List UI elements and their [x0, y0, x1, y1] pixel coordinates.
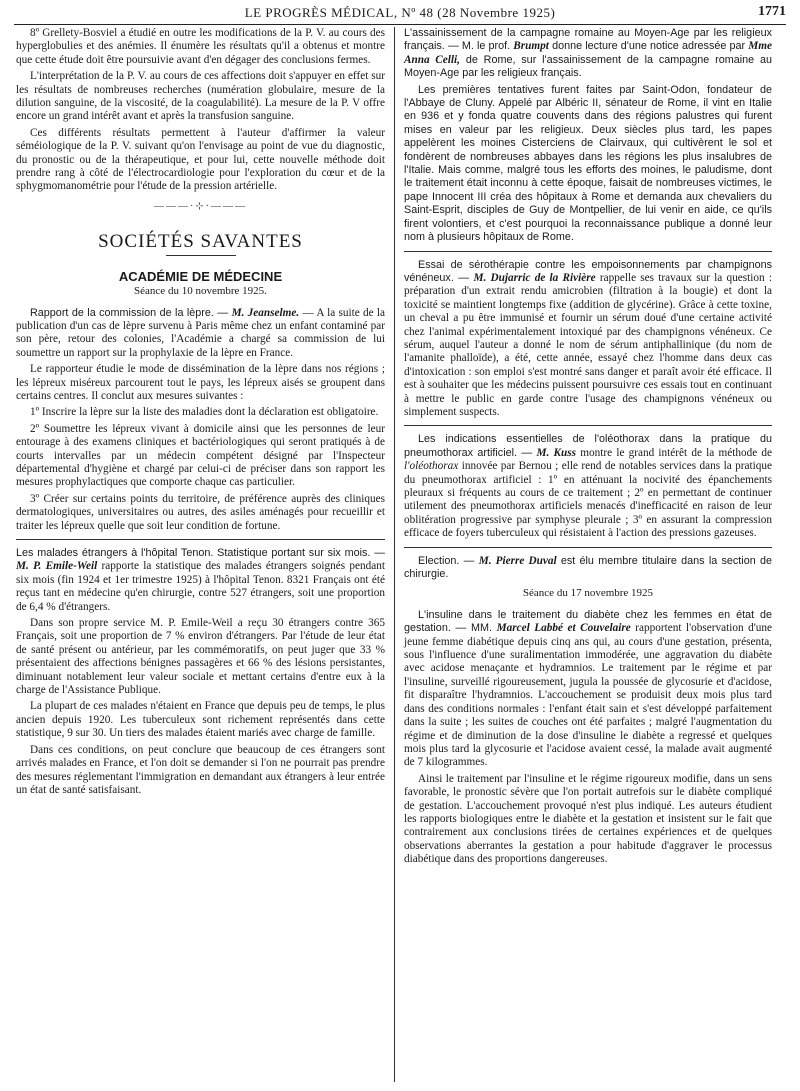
article-separator [16, 539, 385, 540]
author-name: Brumpt [513, 40, 549, 53]
article-lead: L'assainissement de la campagne romaine au Moyen-Age par les religieux français. — M. le prof. [404, 27, 772, 53]
article-text: donne lecture d'une notice adressée par [548, 40, 749, 53]
paragraph: Ces différents résultats permettent à l'auteur d'affirmer la valeur séméiologique de la P. V. suivant qu'on l'envisage au point de vue du diagnostic, du pronostic ou de la thérapeutique, et pour lui, cette nouvelle méthode doit prendre rang à côté de l'électrocardiologie pour l'exploration du cœur et de la sphygmomanométrie pour l'étude de la pression artérielle. [16, 126, 385, 193]
title-rule [166, 255, 236, 256]
paragraph: Ainsi le traitement par l'insuline et le régime rigoureux modifie, dans un sens favorable, le pronostic sévère que l'on portait autrefois sur le diabète compliqué de gestation. L'accouchement provoqué n'est plus indiqué. Les auteurs étudient les rapports biologiques entre le diabète et la gestation et insistent sur le fait que contrairement aux conclusions tirées de certaines expériences et de quelques observations aberrantes la gestation a pour habitude d'aggraver le processus diabétique dans des proportions dangereuses. [404, 772, 772, 866]
article-lead: Essai de sérothérapie contre les empoisonnements par champignons vénéneux. — [404, 258, 772, 284]
method-name: l'oléothorax [404, 460, 459, 473]
article-election [404, 555, 772, 582]
page-number: 1771 [758, 4, 786, 19]
academy-title: ACADÉMIE DE MÉDECINE [118, 268, 283, 284]
paragraph: Dans son propre service M. P. Emile-Weil a reçu 30 étrangers contre 365 Français, soit une proportion de 7 % environ d'étrangers. Par l'étude de leur état de santé présent ou antérieur, par les commémoratifs, on peut juger que 33 % présentaient des affections bénignes passagères et 66 % des lésions persistantes, diminuant notablement leur valeur sociale et mettant certains d'entre eux à la charge de l'Assistance Publique. [16, 617, 385, 697]
author-name: Marcel Labbé et Couvelaire [496, 622, 631, 635]
paragraph: Le rapporteur étudie le mode de dissémination de la lèpre dans nos régions ; les lépreux miséreux parcourent tout le pays, les lépreux aisés se groupent dans certains centres. Il conclut aux mesures suivantes : [16, 363, 385, 402]
paragraph: Dans ces conditions, on peut conclure que beaucoup de ces étrangers sont arrivés malades en France, et l'on doit se demander si l'on ne pourrait pas prendre des mesures réglementant l'immigration en demandant aux étrangers à leur entrée un état de santé satisfaisant. [16, 743, 385, 796]
column-divider [394, 27, 395, 1082]
article-lead: Les malades étrangers à l'hôpital Tenon. Statistique portant sur six mois. — [16, 547, 385, 559]
session-date: Séance du 17 novembre 1925 [522, 587, 654, 600]
article-lepre [16, 307, 385, 361]
author-name: M. Dujarric de la Rivière [473, 271, 596, 284]
article-tenon [16, 547, 385, 614]
article-campagne [404, 27, 772, 81]
article-text: innovée par Bernou ; elle rend de notables services dans la pratique du pneumothorax artificiel : 1º en atténuant la nocivité des épanchements pleuraux si fréquents au cours de ce traitement ; 2º en permettant de continuer utilement des pneumothorax artificiels menacés d'inefficacité en raison de leur oblitération progressive par symphyse pleurale ; 3º en assurant la compression efficace de foyers tuberculeux qui résistaient à l'action des pressions gazeuses. [404, 460, 772, 540]
article-text: rapporte la statistique des malades étrangers soignés pendant six mois (fin 1924 et 1er trimestre 1925) à l'hôpital Tenon. 8321 Français ont été reçus tant en médecine qu'en chirurgie, contre 527 étrangers, soit une proportion de 6,4 % d'étrangers. [16, 560, 385, 613]
author-name: M. Pierre Duval [478, 554, 557, 567]
article-lead: L'insuline dans le traitement du diabète chez les femmes en état de gestation. — MM. [404, 608, 772, 635]
running-title: LE PROGRÈS MÉDICAL, Nº 48 (28 Novembre 1925) [244, 5, 556, 20]
ornament-divider: ———·⊹·——— [153, 200, 248, 212]
article-separator [404, 547, 772, 548]
article-champignons [404, 259, 772, 420]
article-text: montre le grand intérêt de la méthode de [576, 446, 772, 459]
list-item: 1º Inscrire la lèpre sur la liste des maladies dont la déclaration est obligatoire. [30, 406, 379, 419]
article-separator [404, 425, 772, 426]
left-column [16, 27, 385, 800]
article-text: est élu membre titulaire dans la section de chirurgie. [404, 554, 772, 581]
paragraph: 8º Grellety-Bosviel a étudié en outre les modifications de la P. V. au cours des hyperglobulies et des anémies. Il énumère les résultats qu'il a obtenus et montre que cette étude doit être poursuivie avant d'en dégager des conclusions fermes. [16, 27, 385, 66]
article-text: — A la suite de la publication d'un cas de lèpre survenu à Paris même chez un enfant contaminé par son père, retour des colonies, l'Académie a chargé sa commission de lui soumettre un rapport sur la prophylaxie de la lèpre en France. [16, 306, 385, 359]
article-lead: Les indications essentielles de l'oléothorax dans la pratique du pneumothorax artificiel. — [404, 433, 772, 459]
article-lead: Rapport de la commission de la lèpre. — [30, 306, 232, 319]
article-insuline [404, 609, 772, 770]
paragraph: Les premières tentatives furent faites par Saint-Odon, fondateur de l'Abbaye de Cluny. Appelé par Albéric II, sénateur de Rome, il vint en Italie en 936 et y fonda quatre couvents dans des régions palustres qui furent mises en valeur par les religieux. Deux siècles plus tard, les papes appelèrent les moines Cisterciens de Clairvaux, qui cultivèrent le sol et fondèrent de nombreuses abbayes dans les régions les plus insalubres de l'Italie. Mais comme, malgré tous les efforts des moines, le paludisme, dont le traitement était inconnu à cette époque, faisait de nombreuses victimes, le pape Innocent III créa des hôpitaux à Rome et demanda aux chevaliers du Saint-Esprit, disciples de Guy de Montpellier, de lui venir en aide, ce qu'ils firent volontiers, et c'est pourquoi la reconnaissance publique a donné leur nom à plusieurs hôpitaux de Rome. [404, 83, 772, 244]
page-header [14, 2, 786, 25]
list-item: 2º Soumettre les lépreux vivant à domicile ainsi que les personnes de leur entourage à des examens cliniques et bactériologiques qui seront pratiqués à de courts intervalles par un médecin compétent désigné par l'Inspecteur départemental d'hygiène et chargé par celui-ci de préciser dans son rapport les mesures prophylactiques que comporte chaque cas particulier. [16, 422, 385, 489]
article-lead: Election. — [418, 554, 479, 567]
author-name: Mme Anna Celli, [404, 40, 772, 66]
session-date: Séance du 10 novembre 1925. [134, 285, 267, 298]
article-oleothorax [404, 433, 772, 540]
article-text: de Rome, sur l'assainissement de la campagne romaine au Moyen-Age par les religieux français. [404, 53, 772, 80]
author-name: M. Jeanselme. [231, 306, 300, 319]
author-name: M. P. Emile-Weil [16, 560, 98, 573]
article-text: rappelle ses travaux sur la question : préparation d'un extrait rendu amicrobien (filtration à la bougie) et dont la toxicité se maintient longtemps fixe (addition de glycérine). Grâce à cette toxine, un cheval a pu être immunisé et fournir un sérum doué d'une certaine activité chez l'animal expérimentalement intoxiqué par des champignons vénéneux. Ce sérum, auquel l'auteur a donné le nom de sérum antiphallinique (du nom de l'amanite phalloïde), a été, cette année, essayé chez l'homme dans deux cas d'intoxication : son emploi s'est montré sans danger et paraît avoir été efficace. Il est à souhaiter que les médecins puissent poursuivre ces essais tout en continuant à mettre le public en garde contre l'usage des champignons vénéneux ou simplement suspects. [404, 271, 772, 418]
author-name: M. Kuss [536, 446, 577, 459]
paragraph: La plupart de ces malades n'étaient en France que depuis peu de temps, le plus ancien depuis 1920. Les tuberculeux sont richement représentés dans cette statistique, 9 sur 30. Un tiers des malades étaient mariés avec charge de famille. [16, 700, 385, 740]
article-separator [404, 251, 772, 252]
paragraph: L'interprétation de la P. V. au cours de ces affections doit s'appuyer en effet sur les résultats de nombreuses recherches (numération globulaire, mesure de la dilution sanguine, de la viscosité, de la coagulabilité). La mesure de la P. V offre encore un grand intérêt avant et après la transfusion sanguine. [16, 70, 385, 123]
article-text: rapportent l'observation d'une jeune femme diabétique depuis cinq ans qui, au cours d'une gestation, présenta, sous l'influence d'une suralimentation immodérée, une aggravation du diabète avec acidose menaçante et hydramnios. Le traitement par le régime et par l'insuline, surveillé rigoureusement, jugula la poussée de glycosurie et d'acidose, fit disparaître l'hydramnios. L'accouchement se produisit deux mois plus tard dans des conditions normales : l'enfant était sain et s'est développé parfaitement dans la suite ; les suites de couches ont été parfaites ; malgré l'augmentation du régime et de diminution de la dose d'insuline le diabète a regressé et quelques mois plus tard la glycosurie et l'acidose avaient cessé, la malade avait augmenté de 7 kilogrammes. [404, 622, 772, 769]
section-title: SOCIÉTÉS SAVANTES [98, 231, 303, 253]
right-column [404, 27, 772, 870]
list-item: 3º Créer sur certains points du territoire, de préférence auprès des cliniques dermatologiques, universitaires ou autres, des asiles aménagés pour recueillir et traiter les lépreux quelle que soit leur condition de fortune. [16, 492, 385, 532]
